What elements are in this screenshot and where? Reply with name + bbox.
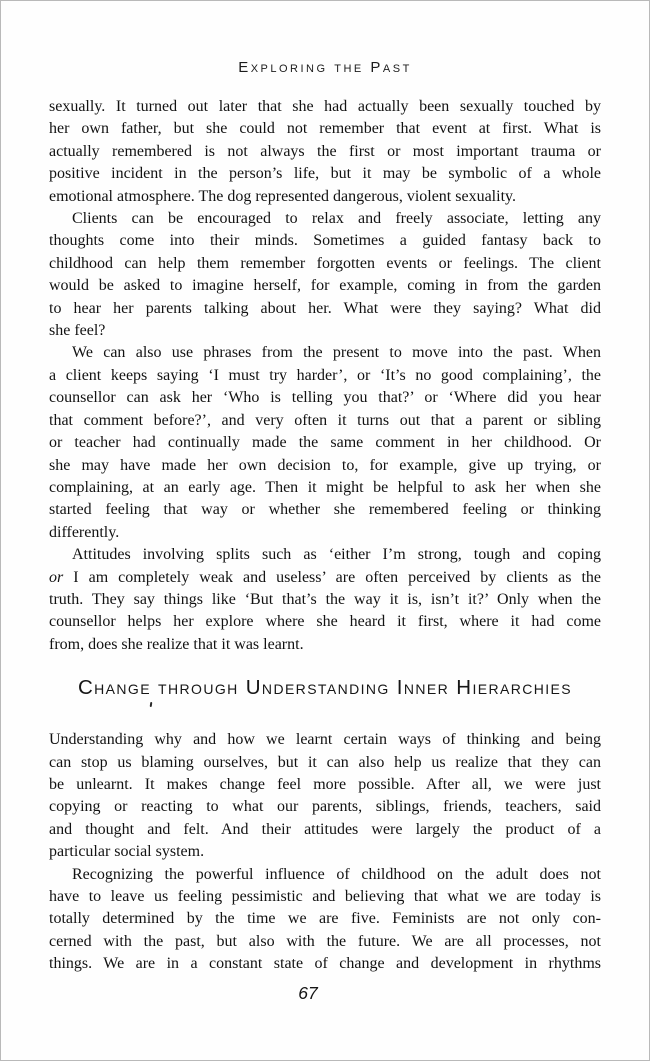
text-line: We can also use phrases from the present to move into the past. When — [72, 344, 601, 362]
text-line: she may have made her own decision to, for example, give up trying, or — [49, 456, 601, 474]
text-line: particular social system. — [49, 843, 205, 861]
text-line: emotional atmosphere. The dog represented dangerous, violent sexuality. — [49, 187, 516, 205]
text-line: started feeling that way or whether she remembered feeling or thinking — [49, 501, 601, 519]
text-line: Recognizing the powerful influence of childhood on the adult does not — [72, 865, 601, 883]
text-line: copying or reacting to what our parents, siblings, friends, teachers, said — [49, 798, 601, 816]
text-line: truth. They say things like ‘But that’s the way it is, isn’t it?’ Only when the — [49, 590, 601, 608]
text-line: can stop us blaming ourselves, but it can also help us realize that they can — [49, 753, 601, 771]
text-line: to hear her parents talking about her. What were they saying? What did — [49, 299, 601, 317]
section-1-text — [49, 96, 601, 656]
text-line: Attitudes involving splits such as ‘either I’m strong, tough and coping — [72, 546, 601, 564]
text-line: thoughts come into their minds. Sometimes a guided fantasy back to — [49, 232, 601, 250]
paragraph — [49, 544, 601, 656]
text-line: or I am completely weak and useless’ are often perceived by clients as the — [49, 568, 601, 586]
text-line: be unlearnt. It makes change feel more possible. After all, we were just — [49, 775, 601, 793]
print-artifact — [150, 702, 153, 707]
text-line: her own father, but she could not remember that event at first. What is — [49, 120, 601, 138]
paragraph — [49, 864, 601, 976]
text-line: from, does she realize that it was learnt. — [49, 635, 304, 653]
section-heading-wrap — [49, 676, 601, 704]
text-line: would be asked to imagine herself, for example, coming in from the garden — [49, 277, 601, 295]
paragraph — [49, 96, 601, 208]
paragraph — [49, 342, 601, 544]
text-line: and thought and felt. And their attitudes were largely the product of a — [49, 820, 601, 838]
text-line: things. We are in a constant state of change and development in rhythms — [49, 955, 601, 973]
text-line: Understanding why and how we learnt certain ways of thinking and being — [49, 731, 601, 749]
paragraph — [49, 208, 601, 342]
text-line: or teacher had continually made the same comment in her childhood. Or — [49, 434, 601, 452]
text-line: she feel? — [49, 322, 106, 340]
paragraph — [49, 729, 601, 863]
text-line: a client keeps saying ‘I must try harder’, or ‘It’s no good complaining’, the — [49, 366, 601, 384]
text-line: actually remembered is not always the first or most important trauma or — [49, 142, 601, 160]
text-line: sexually. It turned out later that she had actually been sexually touched by — [49, 98, 601, 115]
running-header: Exploring the Past — [238, 59, 412, 76]
text-line: counsellor helps her explore where she heard it first, where it had come — [49, 613, 601, 631]
text-line: Clients can be encouraged to relax and freely associate, letting any — [72, 210, 601, 228]
text-line: differently. — [49, 523, 120, 541]
text-line: totally determined by the time we are five. Feminists are not only con- — [49, 910, 601, 928]
text-line: positive incident in the person’s life, but it may be symbolic of a whole — [49, 165, 601, 183]
text-line: complaining, at an early age. Then it might be helpful to ask her when she — [49, 478, 601, 496]
text-line: counsellor can ask her ‘Who is telling you that?’ or ‘Where did you hear — [49, 389, 601, 407]
page-number: 67 — [298, 983, 318, 1003]
section-2-text — [49, 729, 601, 975]
text-line: childhood can help them remember forgotten events or feelings. The client — [49, 254, 601, 272]
section-heading: Change through Understanding Inner Hierarchies — [77, 676, 573, 700]
text-line: have to leave us feeling pessimistic and believing that what we are today is — [49, 888, 601, 905]
text-line: that comment before?’, and very often it turns out that a parent or sibling — [49, 411, 601, 429]
text-line: cerned with the past, but also with the future. We are all processes, not — [49, 932, 601, 950]
